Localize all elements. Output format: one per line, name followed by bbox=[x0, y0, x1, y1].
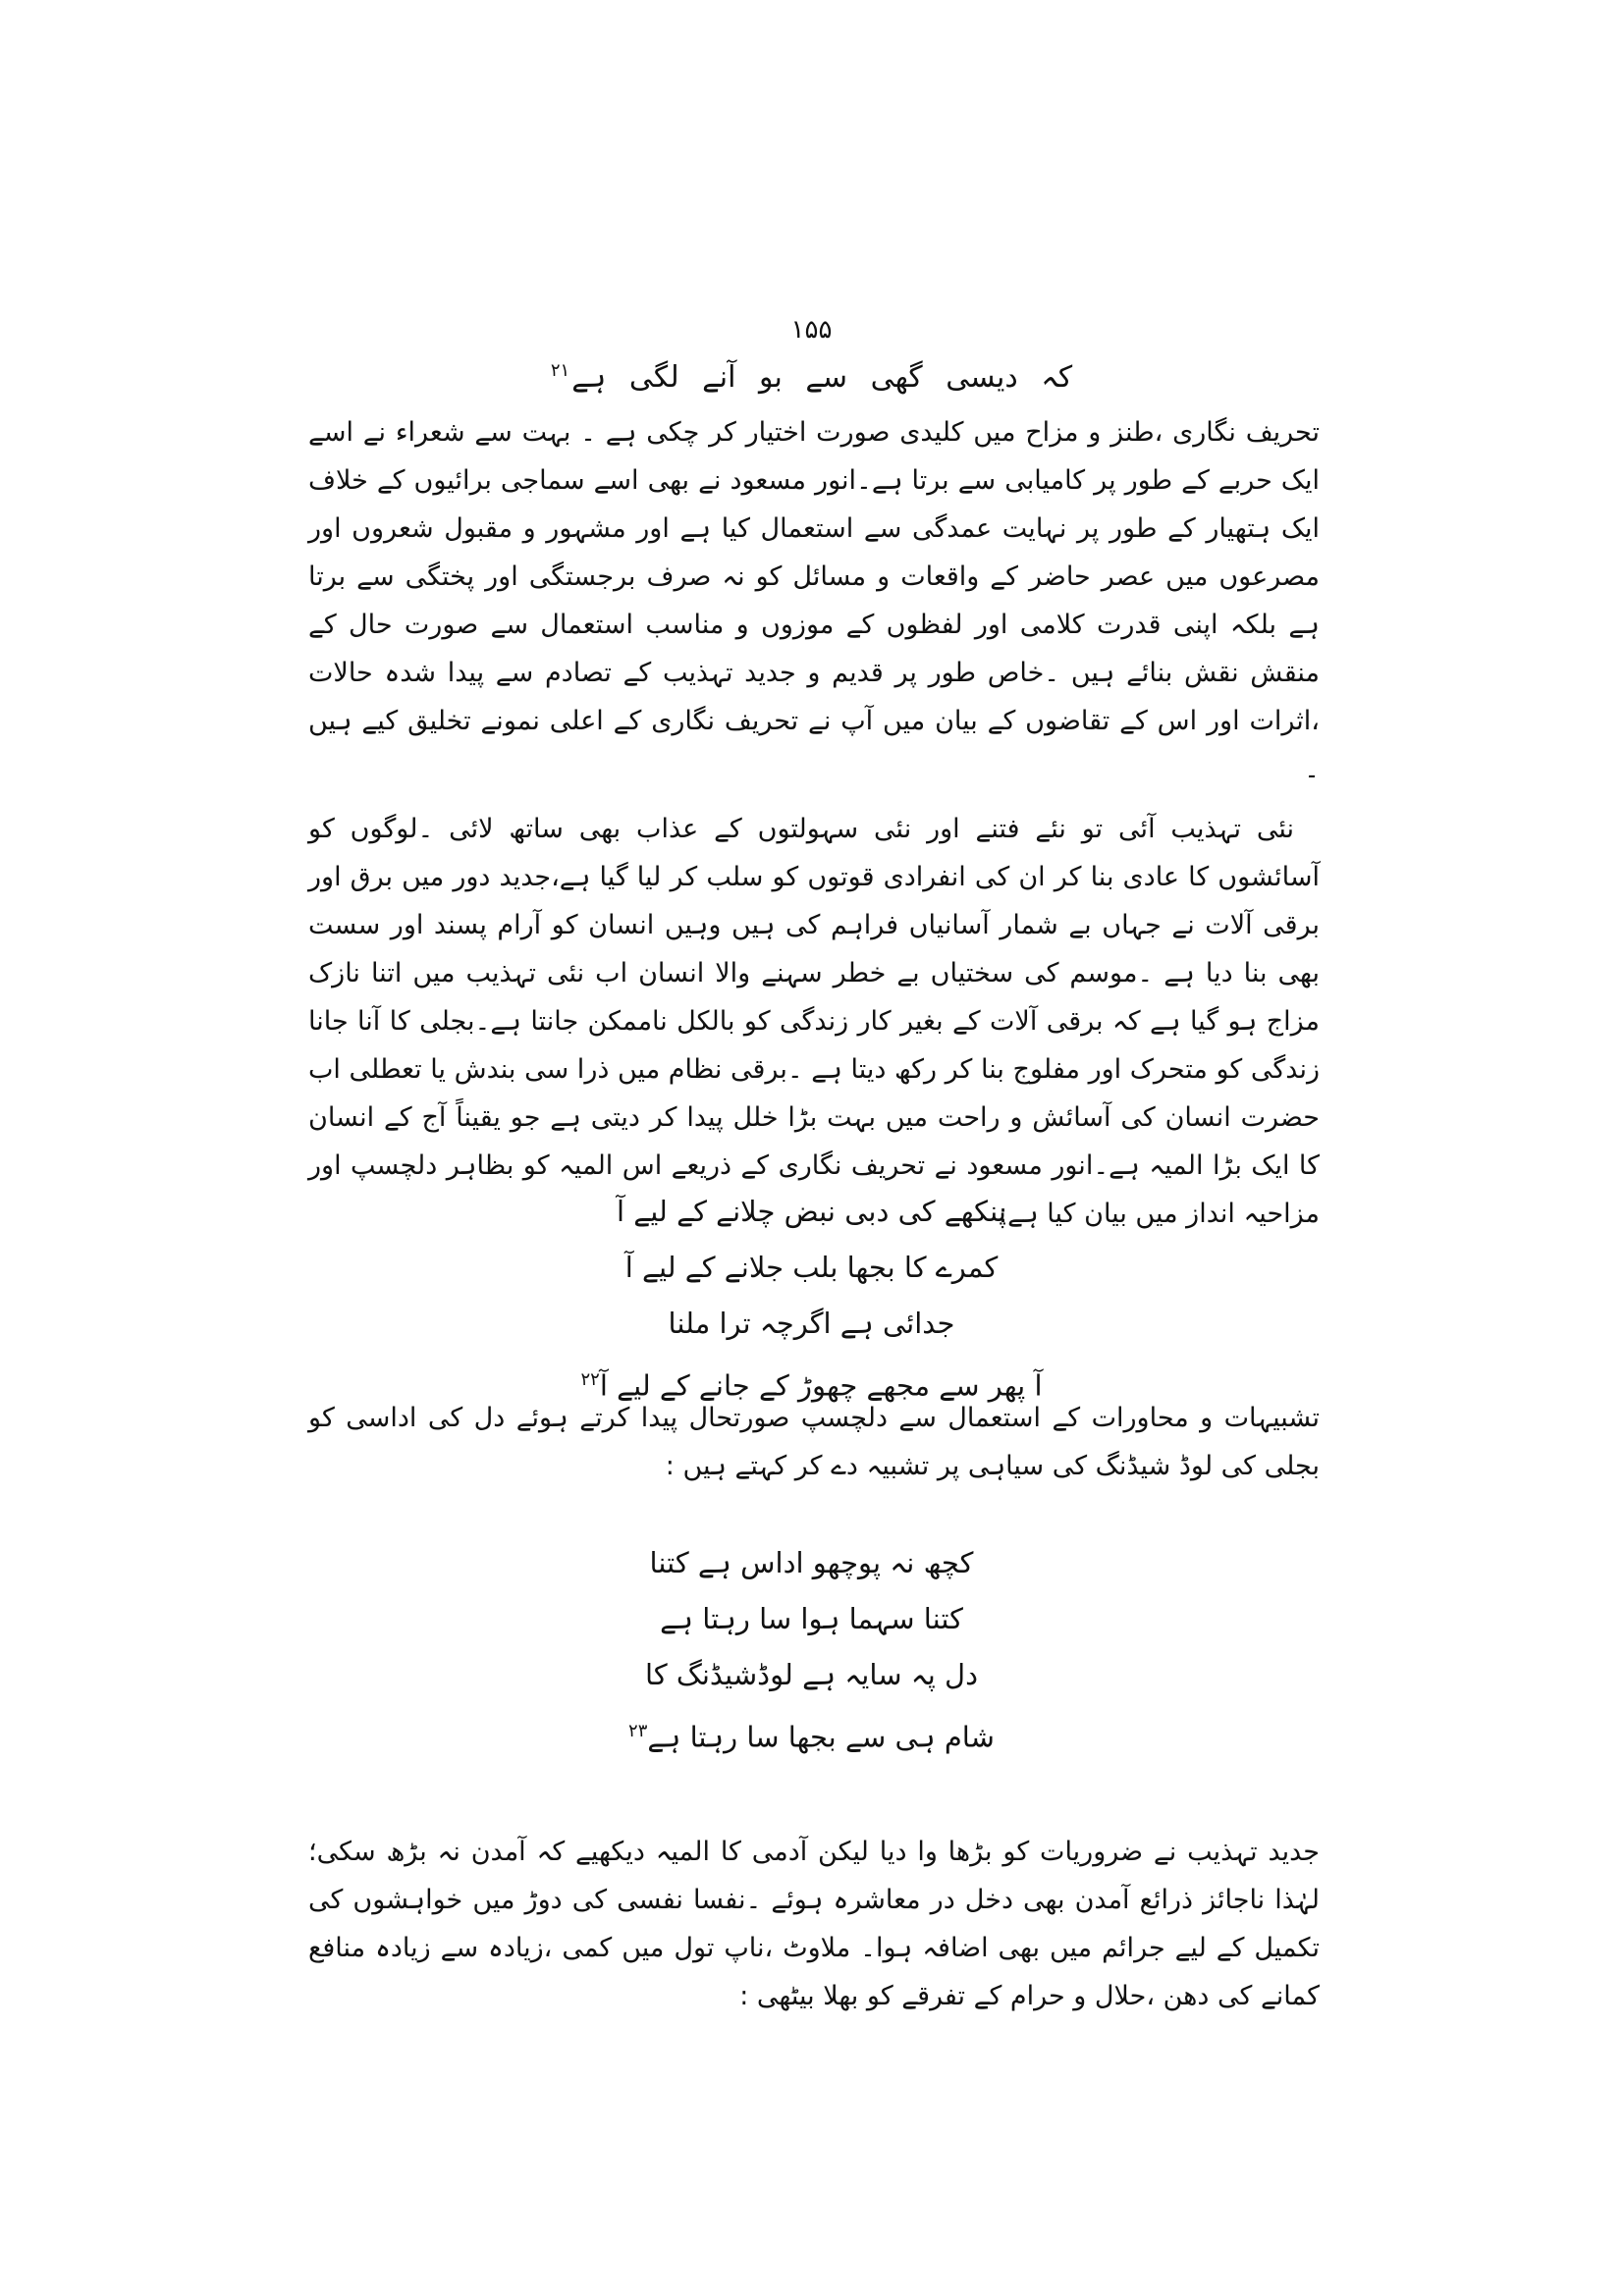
verse-line-last bbox=[0, 1703, 1623, 1766]
verse-line: دل پہ سایہ ہے لوڈشیڈنگ کا bbox=[645, 1658, 978, 1691]
verse-block-loadshedding bbox=[0, 1535, 1623, 1766]
paragraph-modern-civilization bbox=[308, 805, 1320, 1238]
opening-verse bbox=[0, 347, 1623, 401]
verse-line: کچھ نہ پوچھو اداس ہے کتنا bbox=[649, 1546, 974, 1579]
page-number: ۱۵۵ bbox=[790, 315, 833, 345]
paragraph-metaphors bbox=[308, 1394, 1320, 1490]
verse-line: جدائی ہے اگرچہ ترا ملنا bbox=[668, 1307, 955, 1340]
paragraph-needs-and-crime bbox=[308, 1828, 1320, 2020]
verse-line-text: شام ہی سے بجھا سا رہتا ہے bbox=[647, 1720, 995, 1754]
paragraph-text: نئی تہذیب آئی تو نئے فتنے اور نئی سہولتوں کے عذاب بھی ساتھ لائی ۔لوگوں کو آسائشوں کا عادی بنا کر ان کی انفرادی قوتوں کو سلب کر لیا گیا ہے،جدید دور میں برق اور برقی آلات نے جہاں بے شمار آسانیاں فراہم کی ہیں وہیں انسان کو آرام پسند اور سست بھی بنا دیا ہے ۔موسم کی سختیاں بے خطر سہنے والا انسان اب نئی تہذیب میں اتنا نازک مزاج ہو گیا ہے کہ برقی آلات کے بغیر کار زندگی کو بالکل ناممکن جانتا ہے۔بجلی کا آنا جانا زندگی کو متحرک اور مفلوج بنا کر رکھ دیتا ہے ۔برقی نظام میں ذرا سی بندش یا تعطلی اب حضرت انسان کی آسائش و راحت میں بہت بڑا خلل پیدا کر دیتی ہے جو یقیناً آج کے انسان کا ایک بڑا المیہ ہے۔انور مسعود نے تحریف نگاری کے ذریعے اس المیہ کو بظاہر دلچسپ اور مزاحیہ انداز میں بیان کیا ہے: bbox=[308, 814, 1320, 1229]
paragraph-text: جدید تہذیب نے ضروریات کو بڑھا وا دیا لیکن آدمی کا المیہ دیکھیے کہ آمدن نہ بڑھ سکی؛لہٰذا ناجائز ذرائع آمدن بھی دخل در معاشرہ ہوئے ۔نفسا نفسی کی دوڑ میں خواہشوں کی تکمیل کے لیے جرائم میں بھی اضافہ ہوا۔ ملاوٹ ،ناپ تول میں کمی ،زیادہ سے زیادہ منافع کمانے کی دھن ،حلال و حرام کے تفرقے کو بھلا بیٹھی : bbox=[308, 1837, 1320, 2011]
paragraph-text: تشبیہات و محاورات کے استعمال سے دلچسپ صورتحال پیدا کرتے ہوئے دل کی اداسی کو بجلی کی لوڈ شیڈنگ کی سیاہی پر تشبیہ دے کر کہتے ہیں : bbox=[308, 1403, 1320, 1481]
verse-line-text: آ پھر سے مجھے چھوڑ کے جانے کے لیے آ bbox=[599, 1368, 1043, 1403]
opening-verse-text: کہ دیسی گھی سے بو آنے لگی ہے bbox=[571, 360, 1073, 395]
verse-line: کمرے کا بجھا بلب جلانے کے لیے آ bbox=[624, 1251, 999, 1284]
verse-line: کتنا سہما ہوا سا رہتا ہے bbox=[660, 1602, 963, 1635]
footnote-ref: ۲۱ bbox=[550, 360, 570, 381]
verse-block-fan bbox=[0, 1184, 1623, 1415]
paragraph-parody-intro bbox=[308, 408, 1320, 793]
paragraph-text: تحریف نگاری ،طنز و مزاح میں کلیدی صورت اختیار کر چکی ہے ۔ بہت سے شعراء نے اسے ایک حربے کے طور پر کامیابی سے برتا ہے۔انور مسعود نے بھی اسے سماجی برائیوں کے خلاف ایک ہتھیار کے طور پر نہایت عمدگی سے استعمال کیا ہے اور مشہور و مقبول شعروں اور مصرعوں میں عصر حاضر کے واقعات و مسائل کو نہ صرف برجستگی اور پختگی سے برتا ہے بلکہ اپنی قدرت کلامی اور لفظوں کے موزوں و مناسب استعمال سے صورت حال کے منقش نقش بنائے ہیں ۔خاص طور پر قدیم و جدید تہذیب کے تصادم سے پیدا شدہ حالات ،اثرات اور اس کے تقاضوں کے بیان میں آپ نے تحریف نگاری کے اعلی نمونے تخلیق کیے ہیں ۔ bbox=[308, 417, 1320, 784]
verse-line: پنکھے کی دبی نبض چلانے کے لیے آ bbox=[617, 1195, 1006, 1228]
footnote-ref: ۲۳ bbox=[628, 1721, 648, 1741]
footnote-ref: ۲۲ bbox=[580, 1369, 600, 1390]
